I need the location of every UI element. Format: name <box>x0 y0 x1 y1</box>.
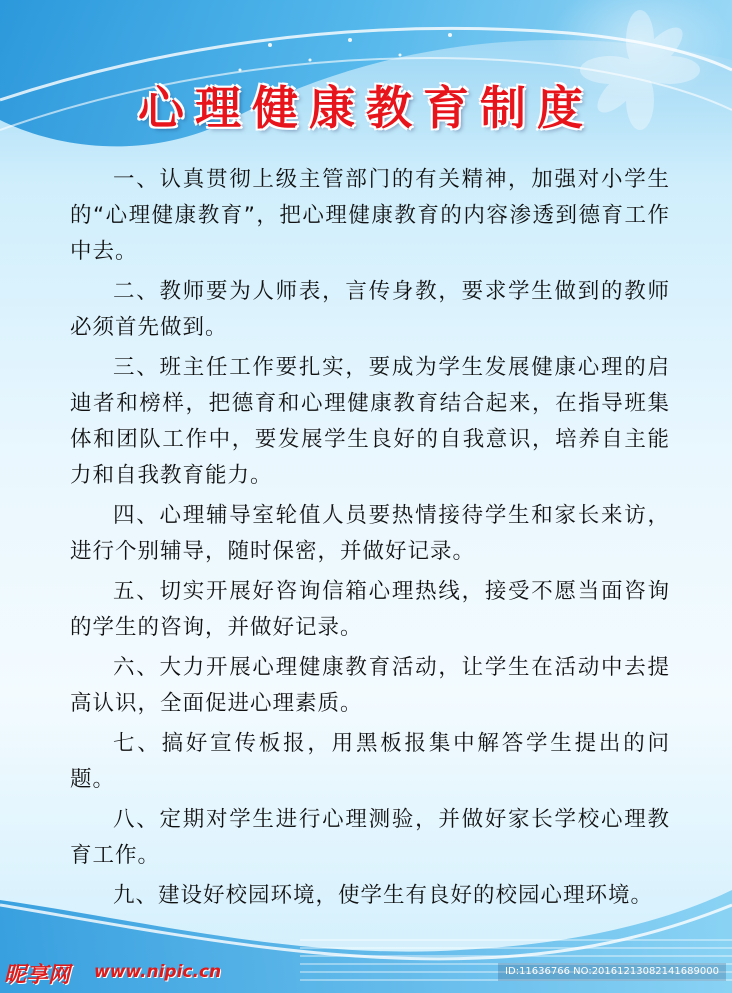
rules-list <box>70 162 670 918</box>
rule-paragraph: 九、建设好校园环境，使学生有良好的校园心理环境。 <box>113 883 654 908</box>
rule-paragraph: 五、切实开展好咨询信箱心理热线，接受不愿当面咨询的学生的咨询，并做好记录。 <box>70 579 670 640</box>
watermark-url: www.nipic.cn <box>94 962 222 982</box>
page-title: 心理健康教育制度 <box>138 81 594 135</box>
rule-paragraph: 一、认真贯彻上级主管部门的有关精神，加强对小学生的“心理健康教育”，把心理健康教育的内容渗透到德育工作中去。 <box>70 167 670 264</box>
rule-paragraph: 二、教师要为人师表，言传身教，要求学生做到的教师必须首先做到。 <box>70 279 670 340</box>
rule-paragraph: 六、大力开展心理健康教育活动，让学生在活动中去提高认识，全面促进心理素质。 <box>70 655 670 716</box>
watermark-logo: 昵享网 <box>4 963 71 988</box>
rule-paragraph: 七、搞好宣传板报，用黑板报集中解答学生提出的问题。 <box>70 731 670 792</box>
rule-paragraph: 八、定期对学生进行心理测验，并做好家长学校心理教育工作。 <box>70 807 670 868</box>
rule-paragraph: 三、班主任工作要扎实，要成为学生发展健康心理的启迪者和榜样，把德育和心理健康教育结合起来，在指导班集体和团队工作中，要发展学生良好的自我意识，培养自主能力和自我教育能力。 <box>70 355 670 488</box>
watermark-id: ID:11636766 NO:20161213082141689000 <box>498 963 726 981</box>
rule-paragraph: 四、心理辅导室轮值人员要热情接待学生和家长来访，进行个别辅导，随时保密，并做好记录。 <box>70 503 670 564</box>
